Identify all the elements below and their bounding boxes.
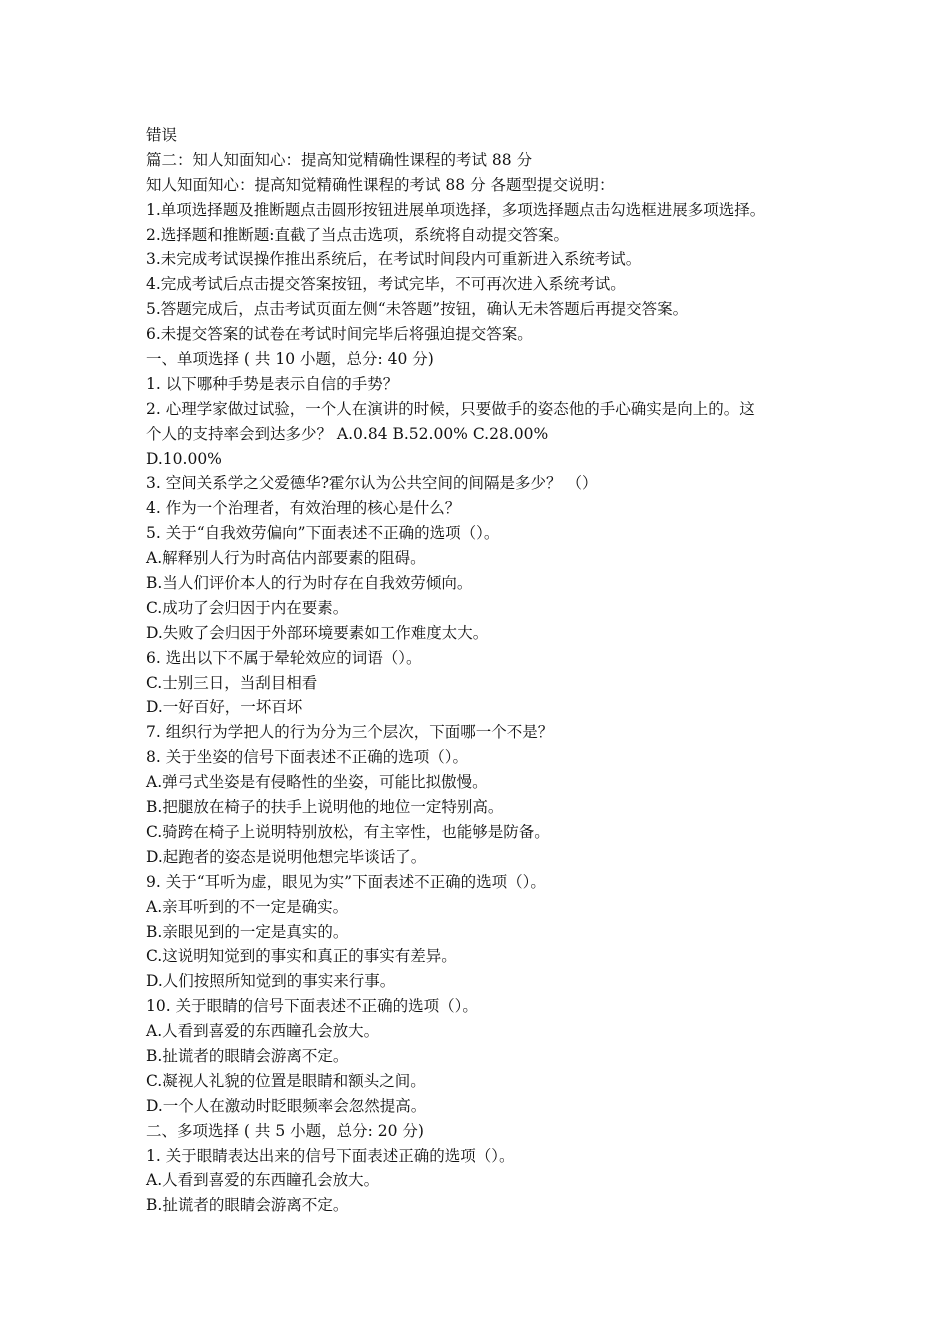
option-line: A.人看到喜爱的东西瞳孔会放大。 (146, 1022, 380, 1041)
text-line: 2.选择题和推断题:直截了当点击选项，系统将自动提交答案。 (146, 225, 570, 244)
option-line: D.一好百好，一坏百坏 (146, 698, 303, 717)
option-line: A.解释别人行为时高估内部要素的阻碍。 (146, 549, 426, 568)
text-line: 错误 (146, 126, 178, 144)
option-line: C.骑跨在椅子上说明特别放松，有主宰性，也能够是防备。 (146, 822, 550, 841)
section-heading: 一、单项选择 ( 共 10 小题，总分: 40 分) (146, 350, 434, 369)
question-line: 1. 以下哪种手势是表示自信的手势？ (146, 374, 399, 393)
text-line: 5.答题完成后，点击考试页面左侧“未答题”按钮，确认无未答题后再提交答案。 (146, 300, 689, 319)
option-line: C.士别三日，当刮目相看 (146, 673, 318, 692)
option-line: B.亲眼见到的一定是真实的。 (146, 922, 349, 941)
question-line: 7. 组织行为学把人的行为分为三个层次，下面哪一个不是？ (146, 723, 554, 742)
question-line: 1. 关于眼睛表达出来的信号下面表述正确的选项（）。 (146, 1146, 515, 1165)
option-line: D.起跑者的姿态是说明他想完毕谈话了。 (146, 847, 427, 866)
option-line: B.把腿放在椅子的扶手上说明他的地位一定特别高。 (146, 798, 504, 817)
question-line: 个人的支持率会到达多少？ A.0.84 B.52.00% C.28.00% (146, 424, 549, 443)
question-line: 9. 关于“耳听为虚，眼见为实”下面表述不正确的选项（）。 (146, 872, 546, 891)
option-line: D.人们按照所知觉到的事实来行事。 (146, 972, 396, 991)
option-line: A.亲耳听到的不一定是确实。 (146, 897, 349, 916)
text-line: 3.未完成考试误操作推出系统后，在考试时间段内可重新进入系统考试。 (146, 250, 642, 269)
text-line: 4.完成考试后点击提交答案按钮，考试完毕，不可再次进入系统考试。 (146, 275, 626, 294)
question-line: 4. 作为一个治理者，有效治理的核心是什么？ (146, 499, 461, 518)
option-line: A.弹弓式坐姿是有侵略性的坐姿，可能比拟傲慢。 (146, 773, 488, 792)
text-line: 1.单项选择题及推断题点击圆形按钮进展单项选择，多项选择题点击勾选框进展多项选择。 (146, 200, 766, 219)
option-line: D.失败了会归因于外部环境要素如工作难度太大。 (146, 623, 489, 642)
question-line: 3. 空间关系学之父爱德华?霍尔认为公共空间的间隔是多少？ （） (146, 474, 598, 493)
option-line: B.扯谎者的眼睛会游离不定。 (146, 1046, 349, 1065)
question-line: 5. 关于“自我效劳偏向”下面表述不正确的选项（）。 (146, 524, 500, 543)
option-line: B.扯谎者的眼睛会游离不定。 (146, 1196, 349, 1215)
option-line: D.10.00% (146, 449, 222, 468)
text-line: 6.未提交答案的试卷在考试时间完毕后将强迫提交答案。 (146, 325, 533, 344)
text-line: 知人知面知心：提高知觉精确性课程的考试 88 分 各题型提交说明： (146, 175, 615, 194)
question-line: 8. 关于坐姿的信号下面表述不正确的选项（）。 (146, 748, 468, 767)
question-line: 10. 关于眼睛的信号下面表述不正确的选项（）。 (146, 997, 478, 1016)
option-line: C.成功了会归因于内在要素。 (146, 598, 349, 617)
question-line: 2. 心理学家做过试验，一个人在演讲的时候，只要做手的姿态他的手心确实是向上的。这 (146, 399, 755, 418)
text-line: 篇二：知人知面知心：提高知觉精确性课程的考试 88 分 (146, 150, 533, 169)
document-body (146, 123, 826, 1218)
option-line: C.这说明知觉到的事实和真正的事实有差异。 (146, 947, 457, 966)
question-line: 6. 选出以下不属于晕轮效应的词语（）。 (146, 648, 422, 667)
option-line: A.人看到喜爱的东西瞳孔会放大。 (146, 1171, 380, 1190)
option-line: B.当人们评价本人的行为时存在自我效劳倾向。 (146, 574, 473, 593)
option-line: D.一个人在激动时眨眼频率会忽然提高。 (146, 1096, 427, 1115)
option-line: C.凝视人礼貌的位置是眼睛和额头之间。 (146, 1071, 426, 1090)
section-heading: 二、多项选择 ( 共 5 小题，总分: 20 分) (146, 1121, 424, 1140)
